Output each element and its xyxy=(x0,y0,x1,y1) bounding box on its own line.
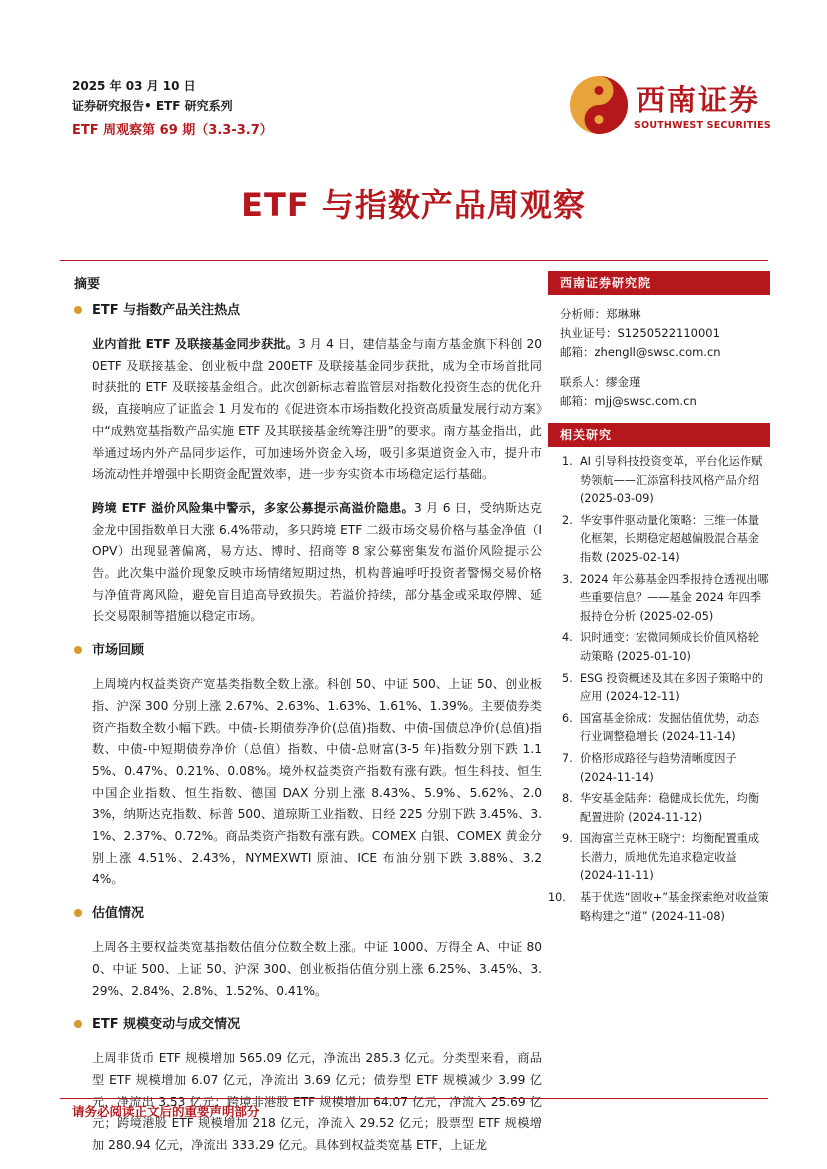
list-item-text: 识时通变：宏微同频成长价值风格轮动策略 (2025-01-10) xyxy=(580,631,760,663)
abstract-label: 摘要 xyxy=(74,277,101,292)
paragraph xyxy=(92,498,542,628)
list-item[interactable] xyxy=(548,889,770,926)
list-item-number: 9. xyxy=(562,832,573,846)
list-item-number: 1. xyxy=(562,455,573,469)
contact-name: 联系人：缪金瑾 xyxy=(560,374,641,389)
list-item-number: 3. xyxy=(562,572,573,586)
logo-emblem-icon xyxy=(568,74,630,136)
abstract-body xyxy=(72,300,542,1169)
institute-banner: 西南证券研究院 xyxy=(548,271,770,295)
logo-name-cn: 西南证券 xyxy=(636,83,761,117)
list-item-number: 5. xyxy=(562,671,573,685)
list-item-number: 10. xyxy=(548,891,566,905)
list-item-text: 2024 年公募基金四季报持仓透视出哪些重要信息？——基金 2024 年四季报持仓分析 (2025-02-05) xyxy=(580,572,769,623)
paragraph-body: 上周各主要权益类宽基指数估值分位数全数上涨。中证 1000、万得全 A、中证 800、中证 500、上证 50、沪深 300、创业板指估值分别上涨 6.25%、3.45%、3.29%、2.84%、2.8%、1.52%、0.41%。 xyxy=(92,940,542,998)
related-research-banner: 相关研究 xyxy=(548,423,770,447)
report-issue: ETF 周观察第 69 期（3.3-3.7） xyxy=(72,123,273,138)
paragraph-body: 上周非货币 ETF 规模增加 565.09 亿元，净流出 285.3 亿元。分类型来看，商品型 ETF 规模增加 6.07 亿元，净流出 3.69 亿元；债券型 ETF 规模减少 3.99 亿元，净流出 3.53 亿元；跨境非港股 ETF 规模增加 64.07 亿元，净流入 25.69 亿元；跨境港股 ETF 规模增加 218 亿元，净流入 29.52 亿元；股票型 ETF 规模增加 280.94 亿元，净流出 333.29 亿元。具体到权益类宽基 ETF，上证龙 xyxy=(92,1051,542,1153)
report-date: 2025 年 03 月 10 日 xyxy=(72,79,196,93)
section-heading-valuation xyxy=(72,903,542,925)
list-item-text: 价格形成路径与趋势清晰度因子 (2024-11-14) xyxy=(580,751,737,784)
paragraph-body: 上周境内权益类资产宽基类指数全数上涨。科创 50、中证 500、上证 50、创业板指、沪深 300 分别上涨 2.67%、2.63%、1.63%、1.61%、1.39%。主要债券类资产指数全数小幅下跌。中债-长期债券净价(总值)指数、中债-国债总净价(总值)指数、中债-中短期债券净价（总值）指数、中债-总财富(3-5 年)指数分别下跌 1.15%、0.47%、0.21%、0.08%。境外权益类资产指数有涨有跌。恒生科技、恒生中国企业指数、恒生指数、德国 DAX 分别上涨 8.43%、5.9%、5.62%、2.03%，纳斯达克指数、标普 500、道琼斯工业指数、日经 225 分别下跌 3.45%、3.1%、2.37%、0.72%。商品类资产指数有涨有跌。COMEX 白银、COMEX 黄金分别上涨 4.51%、2.43%，NYMEXWTI 原油、ICE 布油分别下跌 3.88%、3.24%。 xyxy=(92,677,542,887)
analyst-info xyxy=(548,295,770,415)
paragraph-lead: 跨境 ETF 溢价风险集中警示，多家公募提示高溢价隐患。 xyxy=(92,500,415,515)
analyst-email[interactable]: 邮箱：zhengll@swsc.com.cn xyxy=(560,345,721,360)
section-heading-text: ETF 规模变动与成交情况 xyxy=(92,1017,241,1033)
list-item[interactable] xyxy=(548,790,770,827)
bullet-dot-icon xyxy=(74,646,82,654)
footer-divider xyxy=(60,1098,768,1099)
list-item-text: 国富基金徐成：发掘估值优势，动态行业调整稳增长 (2024-11-14) xyxy=(580,711,760,744)
page-title: ETF 与指数产品周观察 xyxy=(241,186,586,224)
analyst-cert: 执业证号：S1250522110001 xyxy=(560,326,720,341)
report-series: 证券研究报告• ETF 研究系列 xyxy=(72,99,233,113)
section-heading-text: ETF 与指数产品关注热点 xyxy=(92,303,241,318)
list-item-text: 国海富兰克林王晓宁：均衡配置重成长潜力，质地优先追求稳定收益 (2024-11-11) xyxy=(580,832,760,883)
list-item[interactable] xyxy=(548,453,770,509)
section-heading-market-review xyxy=(72,640,542,662)
company-logo xyxy=(568,72,771,138)
sidebar xyxy=(548,271,770,929)
section-heading-text: 市场回顾 xyxy=(92,643,145,659)
paragraph xyxy=(92,937,542,1002)
list-item-number: 2. xyxy=(562,513,573,527)
list-item[interactable] xyxy=(548,629,770,666)
paragraph xyxy=(92,334,542,486)
list-item[interactable] xyxy=(548,670,770,707)
list-item-number: 6. xyxy=(562,711,573,725)
list-item-text: 基于优选“固收+”基金探索绝对收益策略构建之“道” (2024-11-08) xyxy=(580,891,769,923)
section-heading-etf-flows xyxy=(72,1014,542,1036)
section-heading-text: 估值情况 xyxy=(92,906,145,922)
disclaimer-note: 请务必阅读正文后的重要声明部分 xyxy=(72,1104,260,1119)
related-research-list xyxy=(548,447,770,926)
analyst-name: 分析师：郑琳琳 xyxy=(560,307,641,321)
bullet-dot-icon xyxy=(74,1020,82,1028)
list-item-text: ESG 投资概述及其在多因子策略中的应用 (2024-12-11) xyxy=(580,671,764,704)
list-item[interactable] xyxy=(548,512,770,568)
section-heading-hotspots xyxy=(72,300,542,322)
list-item[interactable] xyxy=(548,750,770,787)
list-item[interactable] xyxy=(548,830,770,886)
list-item-number: 8. xyxy=(562,792,573,806)
list-item[interactable] xyxy=(548,710,770,747)
header-divider xyxy=(60,260,768,261)
list-item-text: 华安基金陆奔：稳健成长优先，均衡配置进阶 (2024-11-12) xyxy=(580,792,760,824)
paragraph-lead: 业内首批 ETF 及联接基金同步获批。 xyxy=(92,337,299,351)
list-item-number: 7. xyxy=(562,751,573,765)
paragraph-body: 3 月 4 日，建信基金与南方基金旗下科创 200ETF 及联接基金、创业板中盘 200ETF 及联接基金同步获批，成为全市场首批同时获批的 ETF 及联接基金组合。此次创新标志着监管层对指数化投资生态的优化升级，直接响应了证监会 1 月发布的《促进资本市场指数化投资高质量发展行动方案》中“成熟宽基指数产品实施 ETF 及其联接基金统筹注册”的要求。南方基金指出，此举通过场内外产品同步运作，可加速场外资金入场，吸引多渠道资金入市，提升市场流动性并增强中长期资金配置效率，进一步夯实资本市场稳定运行基础。 xyxy=(92,337,543,482)
bullet-dot-icon xyxy=(74,909,82,917)
paragraph xyxy=(92,674,542,891)
bullet-dot-icon xyxy=(74,306,82,314)
list-item-text: AI 引导科技投资变革，平台化运作赋势领航——汇添富科技风格产品介绍 (2025-03-09) xyxy=(580,455,763,506)
logo-name-en: SOUTHWEST SECURITIES xyxy=(634,120,771,131)
list-item-text: 华安事件驱动量化策略：三维一体量化框架，长期稳定超越偏股混合基金指数 (2025-02-14) xyxy=(580,513,760,564)
paragraph-body: 3 月 6 日，受纳斯达克金龙中国指数单日大涨 6.4%带动，多只跨境 ETF 二级市场交易价格与基金净值（IOPV）出现显著偏离，易方达、博时、招商等 8 家公募密集发布溢价风险提示公告。此次集中溢价现象反映市场情绪短期过热，机构普遍呼吁投资者警惕交易价格与净值背离风险，避免盲目追高导致损失。若溢价持续，部分基金或采取停牌、延长交易限制等措施以稳定市场。 xyxy=(92,500,542,624)
contact-email[interactable]: 邮箱：mjj@swsc.com.cn xyxy=(560,393,697,408)
list-item[interactable] xyxy=(548,571,770,627)
list-item-number: 4. xyxy=(562,631,573,645)
